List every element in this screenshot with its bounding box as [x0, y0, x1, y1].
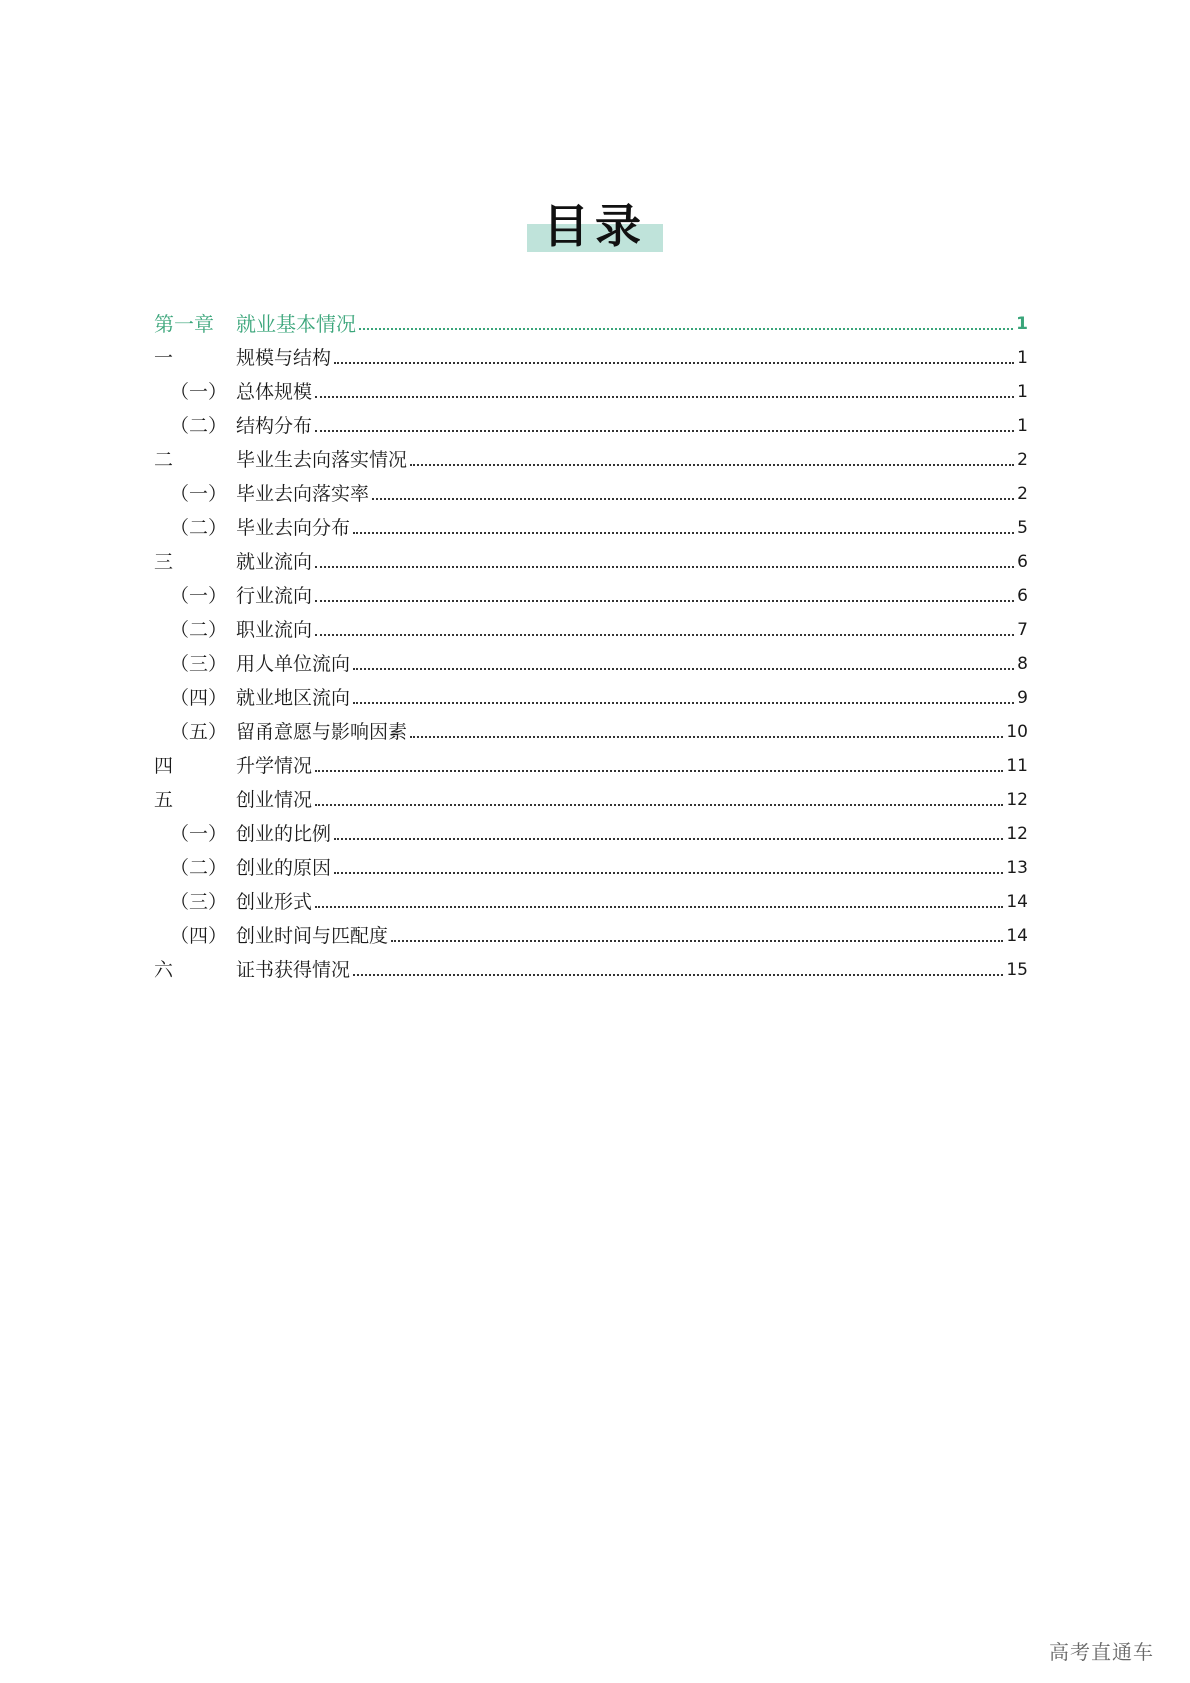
toc-page-number: 12	[1006, 824, 1028, 844]
toc-leader-dots	[315, 430, 1014, 432]
toc-label: 留甬意愿与影响因素	[236, 721, 408, 743]
toc-entry[interactable]	[154, 744, 1028, 778]
toc-number: （一）	[170, 823, 228, 845]
toc-page-number: 9	[1017, 688, 1028, 708]
toc-label: 创业的比例	[236, 823, 332, 845]
toc-page-number: 8	[1017, 654, 1028, 674]
toc-page-number: 14	[1006, 892, 1028, 912]
toc-entry[interactable]	[154, 880, 1028, 914]
toc-entry[interactable]	[154, 778, 1028, 812]
page-title: 目录	[543, 199, 647, 253]
toc-label: 行业流向	[236, 585, 313, 607]
toc-entry-chapter-1[interactable]	[154, 290, 1028, 336]
toc-leader-dots	[353, 974, 1003, 976]
toc-label: 创业的原因	[236, 857, 332, 879]
toc-leader-dots	[315, 770, 1003, 772]
title-box	[527, 198, 663, 254]
toc-page-number: 11	[1006, 756, 1028, 776]
toc-number: 三	[154, 551, 174, 573]
toc-number: （五）	[170, 721, 228, 743]
toc-page-number: 10	[1006, 722, 1028, 742]
toc-number: （二）	[170, 415, 228, 437]
toc-entry[interactable]	[154, 846, 1028, 880]
toc-number: 六	[154, 959, 174, 981]
toc-label: 就业基本情况	[236, 312, 356, 336]
toc-label: 职业流向	[236, 619, 313, 641]
toc-label: 升学情况	[236, 755, 313, 777]
toc-entry[interactable]	[154, 914, 1028, 948]
toc-leader-dots	[410, 464, 1014, 466]
toc-label: 就业流向	[236, 551, 313, 573]
toc-entry[interactable]	[154, 336, 1028, 370]
toc-entry[interactable]	[154, 642, 1028, 676]
toc-leader-dots	[372, 498, 1014, 500]
toc-leader-dots	[315, 600, 1014, 602]
toc-entry[interactable]	[154, 438, 1028, 472]
toc-entry[interactable]	[154, 472, 1028, 506]
toc-number: （四）	[170, 687, 228, 709]
toc-leader-dots	[315, 634, 1014, 636]
toc-number: （二）	[170, 517, 228, 539]
toc-page-number: 12	[1006, 790, 1028, 810]
toc-label: 就业地区流向	[236, 687, 351, 709]
toc-label: 毕业去向分布	[236, 517, 351, 539]
toc-leader-dots	[334, 362, 1014, 364]
toc-number: （三）	[170, 891, 228, 913]
toc-leader-dots	[353, 532, 1014, 534]
toc-entry[interactable]	[154, 608, 1028, 642]
toc-page-number: 1	[1017, 382, 1028, 402]
toc-number: 四	[154, 755, 174, 777]
toc-leader-dots	[353, 668, 1014, 670]
toc-label: 创业时间与匹配度	[236, 925, 389, 947]
toc-leader-dots	[353, 702, 1014, 704]
toc-number: （二）	[170, 619, 228, 641]
toc-label: 毕业生去向落实情况	[236, 449, 408, 471]
table-of-contents	[154, 290, 1028, 982]
toc-leader-dots	[334, 872, 1003, 874]
toc-page-number: 6	[1017, 552, 1028, 572]
toc-page-number: 7	[1017, 620, 1028, 640]
toc-page-number: 2	[1017, 484, 1028, 504]
toc-number: （四）	[170, 925, 228, 947]
watermark: 高考直通车	[1049, 1640, 1154, 1664]
toc-leader-dots	[315, 566, 1014, 568]
toc-page-number: 5	[1017, 518, 1028, 538]
toc-label: 总体规模	[236, 381, 313, 403]
toc-number: 五	[154, 789, 174, 811]
toc-leader-dots	[334, 838, 1003, 840]
toc-page-number: 2	[1017, 450, 1028, 470]
toc-entry[interactable]	[154, 710, 1028, 744]
toc-entry[interactable]	[154, 812, 1028, 846]
toc-entry[interactable]	[154, 540, 1028, 574]
toc-entry[interactable]	[154, 676, 1028, 710]
toc-number: 一	[154, 347, 174, 369]
toc-number: （一）	[170, 585, 228, 607]
toc-number: （三）	[170, 653, 228, 675]
toc-leader-dots	[315, 906, 1003, 908]
toc-label: 创业情况	[236, 789, 313, 811]
toc-leader-dots	[315, 804, 1003, 806]
toc-number: （一）	[170, 483, 228, 505]
toc-page-number: 1	[1017, 416, 1028, 436]
toc-number: （二）	[170, 857, 228, 879]
toc-label: 证书获得情况	[236, 959, 351, 981]
toc-label: 结构分布	[236, 415, 313, 437]
toc-page-number: 6	[1017, 586, 1028, 606]
toc-number: （一）	[170, 381, 228, 403]
title-area	[0, 198, 1190, 254]
toc-leader-dots	[359, 328, 1013, 330]
toc-leader-dots	[410, 736, 1003, 738]
toc-number: 二	[154, 449, 174, 471]
toc-label: 创业形式	[236, 891, 313, 913]
toc-page-number: 14	[1006, 926, 1028, 946]
toc-page-number: 1	[1016, 314, 1028, 334]
toc-number: 第一章	[154, 312, 214, 336]
toc-label: 规模与结构	[236, 347, 332, 369]
toc-label: 毕业去向落实率	[236, 483, 370, 505]
toc-entry[interactable]	[154, 506, 1028, 540]
toc-label: 用人单位流向	[236, 653, 351, 675]
toc-entry[interactable]	[154, 370, 1028, 404]
toc-page-number: 1	[1017, 348, 1028, 368]
toc-leader-dots	[391, 940, 1003, 942]
toc-page-number: 13	[1006, 858, 1028, 878]
toc-page-number: 15	[1006, 960, 1028, 980]
toc-entry[interactable]	[154, 948, 1028, 982]
toc-entry[interactable]	[154, 574, 1028, 608]
toc-entry[interactable]	[154, 404, 1028, 438]
toc-leader-dots	[315, 396, 1014, 398]
